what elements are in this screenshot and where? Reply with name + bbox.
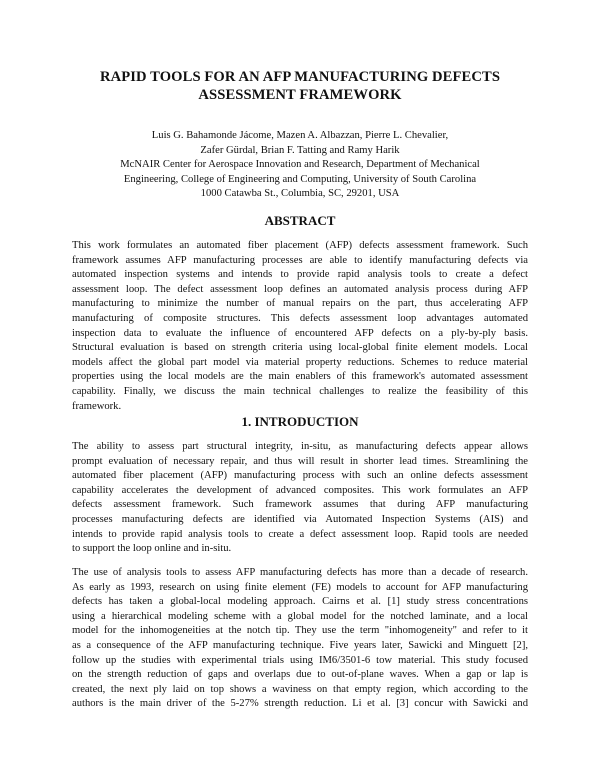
text-line: created, the next ply laid on top shows a waviness on that empty region, which according to the [72, 683, 528, 695]
text-line: capability. Finally, we discuss the main technical challenges to realize the feasibility of this [72, 385, 528, 397]
text-line: The ability to assess part structural integrity, in-situ, as manufacturing defects appear allows [72, 441, 528, 452]
text-line: automated inspection systems and intends to provide rapid analysis tools to create a defect [72, 269, 528, 281]
text-line: Structural evaluation is based on strength criteria using local-global finite element models. Local [72, 342, 528, 354]
affiliation-line: McNAIR Center for Aerospace Innovation and Research, Department of Mechanical [120, 159, 480, 171]
introduction-paragraph-2 [72, 566, 528, 712]
text-line: to support the loop online and in-situ. [72, 543, 232, 555]
text-line: as a consequence of the AFP manufacturing technique. Five years later, Sawicki and Minguett [2], [72, 639, 528, 651]
text-line: framework. [72, 400, 122, 412]
abstract-heading: ABSTRACT [264, 213, 336, 228]
title-line: RAPID TOOLS FOR AN AFP MANUFACTURING DEFECTS [99, 69, 501, 85]
text-line: manufacturing to minimize the number of manual repairs on the part, thus accelerating AFP [72, 298, 528, 310]
text-line: manufacturing of composite structures. This defects assessment loop advantages automated [72, 312, 528, 324]
text-line: defects assessment framework. Such framework assumes that during AFP manufacturing [72, 499, 528, 511]
abstract-paragraph [72, 239, 528, 414]
text-line: capability accelerates the development of advanced composites. This work formulates an AFP [72, 484, 528, 496]
text-line: properties using the local models are the main enablers of this framework's automated assessment [72, 371, 528, 383]
title-line: ASSESSMENT FRAMEWORK [198, 87, 402, 103]
author-line: Luis G. Bahamonde Jácome, Mazen A. Albazzan, Pierre L. Chevalier, [151, 130, 449, 141]
text-line: assessment loop. The defect assessment loop defines an automated analysis process during AFP [72, 283, 528, 295]
text-line: inspection data to evaluate the influence of encountered AFP defects on a ply-by-ply basis. [72, 327, 528, 339]
text-line: framework assumes AFP manufacturing processes are able to identify manufacturing defects via [72, 254, 528, 266]
text-line: As early as 1993, research on using finite element (FE) models to account for AFP manufacturing [72, 581, 528, 593]
affiliation-line: Engineering, College of Engineering and Computing, University of South Carolina [123, 173, 477, 185]
introduction-heading: 1. INTRODUCTION [241, 414, 359, 429]
text-line: on the strength reduction of gaps and overlaps due to out-of-plane waves. When a gap or lap is [72, 669, 528, 681]
text-line: authors is the main driver of the 5-27% strength reduction. Li et al. [3] concur with Sawicki and [72, 698, 528, 710]
text-line: automated fiber placement (AFP) manufacturing process with such an online defects assessment [72, 470, 528, 482]
text-line: models affect the global part model via material property reductions. Schemes to reduce material [72, 356, 528, 368]
text-line: follow up the studies with experimental trials using IM6/3501-6 tow material. This study focused [72, 654, 528, 666]
address-line: 1000 Catawba St., Columbia, SC, 29201, USA [200, 188, 400, 200]
text-line: processes manufacturing defects are identified via Automated Inspection Systems (AIS) and [72, 513, 528, 525]
text-line: prompt evaluation of necessary repair, and thus will result in shorter lead times. Streamlining the [72, 455, 528, 467]
author-block [60, 129, 540, 202]
paper-title [60, 68, 540, 104]
author-line: Zafer Gürdal, Brian F. Tatting and Ramy Harik [200, 144, 400, 156]
text-line: model for the inhomogeneities at the notch tip. They use the term "inhomogeneity" and refer to it [72, 625, 528, 637]
introduction-paragraph-1 [72, 440, 528, 557]
text-line: defects has taken a global-local modeling approach. Cairns et al. [1] study stress concentrations [72, 596, 528, 608]
text-line: intends to provide rapid analysis tools to create a defect assessment loop. Rapid tools are needed [72, 528, 528, 540]
text-line: The use of analysis tools to assess AFP manufacturing defects has more than a decade of research. [72, 567, 528, 578]
text-line: This work formulates an automated fiber placement (AFP) defects assessment framework. Such [72, 240, 528, 251]
text-line: using a hierarchical modeling scheme with a global model for the notched laminate, and a local [72, 610, 528, 622]
